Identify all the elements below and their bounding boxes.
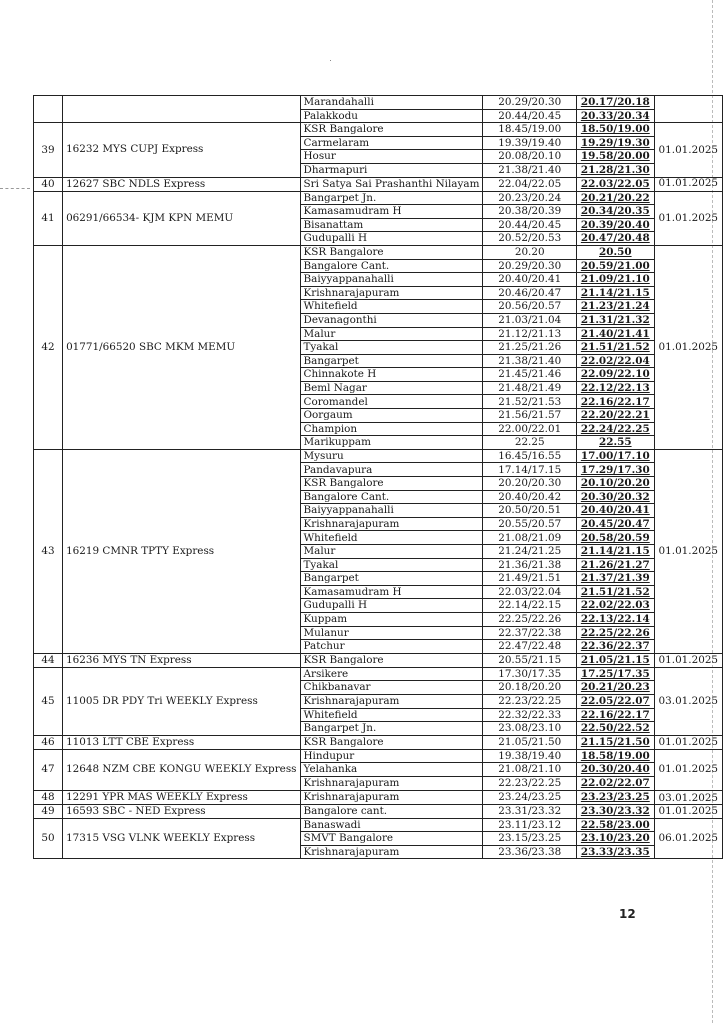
existing-timing-cell: 19.38/19.40 (483, 749, 577, 763)
revised-timing-cell: 22.20/22.21 (576, 409, 654, 423)
existing-timing-cell: 21.24/21.25 (483, 545, 577, 559)
station-cell: Banaswadi (300, 818, 483, 832)
existing-timing-cell: 20.08/20.10 (483, 150, 577, 164)
train-name-cell: 12291 YPR MAS WEEKLY Express (63, 790, 300, 804)
existing-timing-cell: 21.56/21.57 (483, 409, 577, 423)
revised-timing-cell: 22.58/23.00 (576, 818, 654, 832)
serial-number-cell (34, 96, 63, 123)
effective-date-cell: 01.01.2025 (654, 653, 722, 667)
train-name-cell: 11013 LTT CBE Express (63, 735, 300, 749)
existing-timing-cell: 20.56/20.57 (483, 300, 577, 314)
revised-timing-cell: 22.36/22.37 (576, 640, 654, 654)
station-cell: Bisanattam (300, 218, 483, 232)
existing-timing-cell: 22.23/22.25 (483, 694, 577, 708)
station-cell: Bangarpet (300, 354, 483, 368)
revised-timing-cell: 23.30/23.32 (576, 804, 654, 818)
station-cell: Krishnarajapuram (300, 845, 483, 859)
station-cell: Bangalore cant. (300, 804, 483, 818)
existing-timing-cell: 23.24/23.25 (483, 790, 577, 804)
existing-timing-cell: 21.49/21.51 (483, 572, 577, 586)
station-cell: Champion (300, 422, 483, 436)
existing-timing-cell: 21.05/21.50 (483, 735, 577, 749)
scan-margin-mark (0, 188, 30, 189)
existing-timing-cell: 20.55/21.15 (483, 653, 577, 667)
station-cell: Hindupur (300, 749, 483, 763)
effective-date-cell: 01.01.2025 (654, 449, 722, 653)
station-cell: Arsikere (300, 667, 483, 681)
existing-timing-cell: 20.20/20.30 (483, 477, 577, 491)
revised-timing-cell: 21.23/21.24 (576, 300, 654, 314)
existing-timing-cell: 21.38/21.40 (483, 354, 577, 368)
revised-timing-cell: 21.31/21.32 (576, 313, 654, 327)
scan-speck (330, 60, 331, 61)
revised-timing-cell: 20.21/20.22 (576, 191, 654, 205)
existing-timing-cell: 20.40/20.41 (483, 273, 577, 287)
revised-timing-cell: 21.14/21.15 (576, 545, 654, 559)
station-cell: Whitefield (300, 708, 483, 722)
table-row (34, 245, 723, 259)
revised-timing-cell: 21.51/21.52 (576, 341, 654, 355)
station-cell: KSR Bangalore (300, 245, 483, 259)
existing-timing-cell: 21.48/21.49 (483, 381, 577, 395)
timing-table-body (34, 96, 723, 859)
revised-timing-cell: 19.29/19.30 (576, 136, 654, 150)
table-row (34, 667, 723, 681)
revised-timing-cell: 23.23/23.25 (576, 790, 654, 804)
existing-timing-cell: 21.45/21.46 (483, 368, 577, 382)
serial-number-cell: 47 (34, 749, 63, 790)
station-cell: Coromandel (300, 395, 483, 409)
station-cell: Malur (300, 327, 483, 341)
train-name-cell: 06291/66534- KJM KPN MEMU (63, 191, 300, 245)
revised-timing-cell: 20.47/20.48 (576, 232, 654, 246)
revised-timing-cell: 21.28/21.30 (576, 163, 654, 177)
revised-timing-cell: 17.00/17.10 (576, 449, 654, 463)
revised-timing-cell: 22.16/22.17 (576, 395, 654, 409)
revised-timing-cell: 21.51/21.52 (576, 585, 654, 599)
station-cell: Krishnarajapuram (300, 694, 483, 708)
existing-timing-cell: 23.15/23.25 (483, 832, 577, 846)
revised-timing-cell: 21.09/21.10 (576, 273, 654, 287)
revised-timing-cell: 20.58/20.59 (576, 531, 654, 545)
station-cell: Kuppam (300, 612, 483, 626)
station-cell: Palakkodu (300, 109, 483, 123)
table-row (34, 818, 723, 832)
existing-timing-cell: 22.47/22.48 (483, 640, 577, 654)
station-cell: Oorgaum (300, 409, 483, 423)
serial-number-cell: 42 (34, 245, 63, 449)
revised-timing-cell: 22.16/22.17 (576, 708, 654, 722)
revised-timing-cell: 22.03/22.05 (576, 177, 654, 191)
existing-timing-cell: 20.29/20.30 (483, 259, 577, 273)
station-cell: SMVT Bangalore (300, 832, 483, 846)
train-name-cell: 12627 SBC NDLS Express (63, 177, 300, 191)
station-cell: Krishnarajapuram (300, 790, 483, 804)
existing-timing-cell: 23.11/23.12 (483, 818, 577, 832)
existing-timing-cell: 22.32/22.33 (483, 708, 577, 722)
revised-timing-cell: 20.50 (576, 245, 654, 259)
existing-timing-cell: 21.08/21.10 (483, 763, 577, 777)
train-name-cell: 17315 VSG VLNK WEEKLY Express (63, 818, 300, 859)
serial-number-cell: 50 (34, 818, 63, 859)
existing-timing-cell: 20.40/20.42 (483, 490, 577, 504)
station-cell: Kamasamudram H (300, 585, 483, 599)
revised-timing-cell: 21.14/21.15 (576, 286, 654, 300)
existing-timing-cell: 20.23/20.24 (483, 191, 577, 205)
table-row (34, 790, 723, 804)
effective-date-cell: 03.01.2025 (654, 667, 722, 735)
existing-timing-cell: 21.03/21.04 (483, 313, 577, 327)
revised-timing-cell: 20.45/20.47 (576, 517, 654, 531)
existing-timing-cell: 20.38/20.39 (483, 205, 577, 219)
station-cell: Krishnarajapuram (300, 517, 483, 531)
table-row (34, 735, 723, 749)
station-cell: Baiyyappanahalli (300, 504, 483, 518)
serial-number-cell: 43 (34, 449, 63, 653)
train-name-cell: 01771/66520 SBC MKM MEMU (63, 245, 300, 449)
station-cell: Tyakal (300, 341, 483, 355)
revised-timing-cell: 22.55 (576, 436, 654, 450)
revised-timing-cell: 18.50/19.00 (576, 123, 654, 137)
station-cell: Gudupalli H (300, 599, 483, 613)
station-cell: Pandavapura (300, 463, 483, 477)
revised-timing-cell: 22.09/22.10 (576, 368, 654, 382)
revised-timing-cell: 20.21/20.23 (576, 681, 654, 695)
existing-timing-cell: 20.20 (483, 245, 577, 259)
station-cell: Mulanur (300, 626, 483, 640)
existing-timing-cell: 16.45/16.55 (483, 449, 577, 463)
revised-timing-cell: 20.39/20.40 (576, 218, 654, 232)
train-name-cell: 16219 CMNR TPTY Express (63, 449, 300, 653)
station-cell: Carmelaram (300, 136, 483, 150)
station-cell: Bangarpet (300, 572, 483, 586)
revised-timing-cell: 21.05/21.15 (576, 653, 654, 667)
existing-timing-cell: 21.25/21.26 (483, 341, 577, 355)
effective-date-cell: 06.01.2025 (654, 818, 722, 859)
existing-timing-cell: 21.12/21.13 (483, 327, 577, 341)
revised-timing-cell: 22.24/22.25 (576, 422, 654, 436)
station-cell: Gudupalli H (300, 232, 483, 246)
existing-timing-cell: 17.30/17.35 (483, 667, 577, 681)
station-cell: Malur (300, 545, 483, 559)
existing-timing-cell: 17.14/17.15 (483, 463, 577, 477)
train-name-cell: 16593 SBC - NED Express (63, 804, 300, 818)
table-row (34, 123, 723, 137)
table-row (34, 804, 723, 818)
revised-timing-cell: 20.33/20.34 (576, 109, 654, 123)
serial-number-cell: 41 (34, 191, 63, 245)
revised-timing-cell: 22.05/22.07 (576, 694, 654, 708)
serial-number-cell: 48 (34, 790, 63, 804)
existing-timing-cell: 21.08/21.09 (483, 531, 577, 545)
existing-timing-cell: 22.23/22.25 (483, 776, 577, 790)
revised-timing-cell: 22.25/22.26 (576, 626, 654, 640)
revised-timing-cell: 18.58/19.00 (576, 749, 654, 763)
table-row (34, 177, 723, 191)
effective-date-cell: 03.01.2025 (654, 790, 722, 804)
existing-timing-cell: 20.52/20.53 (483, 232, 577, 246)
serial-number-cell: 45 (34, 667, 63, 735)
existing-timing-cell: 22.00/22.01 (483, 422, 577, 436)
station-cell: KSR Bangalore (300, 735, 483, 749)
revised-timing-cell: 20.30/20.40 (576, 763, 654, 777)
existing-timing-cell: 20.46/20.47 (483, 286, 577, 300)
existing-timing-cell: 20.29/20.30 (483, 96, 577, 110)
effective-date-cell: 01.01.2025 (654, 123, 722, 177)
serial-number-cell: 40 (34, 177, 63, 191)
station-cell: Whitefield (300, 300, 483, 314)
station-cell: KSR Bangalore (300, 123, 483, 137)
revised-timing-cell: 22.12/22.13 (576, 381, 654, 395)
station-cell: Bangalore Cant. (300, 259, 483, 273)
effective-date-cell: 01.01.2025 (654, 749, 722, 790)
existing-timing-cell: 23.31/23.32 (483, 804, 577, 818)
station-cell: Sri Satya Sai Prashanthi Nilayam (300, 177, 483, 191)
existing-timing-cell: 19.39/19.40 (483, 136, 577, 150)
existing-timing-cell: 20.44/20.45 (483, 109, 577, 123)
existing-timing-cell: 20.50/20.51 (483, 504, 577, 518)
table-row (34, 653, 723, 667)
effective-date-cell: 01.01.2025 (654, 245, 722, 449)
station-cell: Krishnarajapuram (300, 776, 483, 790)
existing-timing-cell: 23.08/23.10 (483, 722, 577, 736)
existing-timing-cell: 20.55/20.57 (483, 517, 577, 531)
effective-date-cell: 01.01.2025 (654, 735, 722, 749)
table-row (34, 96, 723, 110)
station-cell: KSR Bangalore (300, 653, 483, 667)
revised-timing-cell: 21.15/21.50 (576, 735, 654, 749)
revised-timing-cell: 22.02/22.07 (576, 776, 654, 790)
station-cell: Devanagonthi (300, 313, 483, 327)
table-row (34, 191, 723, 205)
revised-timing-cell: 19.58/20.00 (576, 150, 654, 164)
station-cell: Chikbanavar (300, 681, 483, 695)
station-cell: Whitefield (300, 531, 483, 545)
table-row (34, 449, 723, 463)
existing-timing-cell: 23.36/23.38 (483, 845, 577, 859)
serial-number-cell: 46 (34, 735, 63, 749)
effective-date-cell: 01.01.2025 (654, 191, 722, 245)
existing-timing-cell: 18.45/19.00 (483, 123, 577, 137)
station-cell: Mysuru (300, 449, 483, 463)
station-cell: Tyakal (300, 558, 483, 572)
revised-timing-cell: 20.40/20.41 (576, 504, 654, 518)
revised-timing-cell: 23.10/23.20 (576, 832, 654, 846)
effective-date-cell: 01.01.2025 (654, 804, 722, 818)
train-name-cell: 16232 MYS CUPJ Express (63, 123, 300, 177)
revised-timing-cell: 20.34/20.35 (576, 205, 654, 219)
existing-timing-cell: 22.25 (483, 436, 577, 450)
revised-timing-cell: 21.37/21.39 (576, 572, 654, 586)
station-cell: Beml Nagar (300, 381, 483, 395)
station-cell: Hosur (300, 150, 483, 164)
station-cell: Dharmapuri (300, 163, 483, 177)
station-cell: Marikuppam (300, 436, 483, 450)
revised-timing-cell: 22.13/22.14 (576, 612, 654, 626)
existing-timing-cell: 22.04/22.05 (483, 177, 577, 191)
effective-date-cell (654, 96, 722, 123)
revised-timing-cell: 20.17/20.18 (576, 96, 654, 110)
revised-timing-cell: 20.59/21.00 (576, 259, 654, 273)
existing-timing-cell: 22.03/22.04 (483, 585, 577, 599)
existing-timing-cell: 21.36/21.38 (483, 558, 577, 572)
station-cell: Kamasamudram H (300, 205, 483, 219)
station-cell: KSR Bangalore (300, 477, 483, 491)
revised-timing-cell: 20.30/20.32 (576, 490, 654, 504)
revised-timing-cell: 23.33/23.35 (576, 845, 654, 859)
existing-timing-cell: 21.38/21.40 (483, 163, 577, 177)
train-name-cell (63, 96, 300, 123)
station-cell: Marandahalli (300, 96, 483, 110)
effective-date-cell: 01.01.2025 (654, 177, 722, 191)
revised-timing-cell: 17.29/17.30 (576, 463, 654, 477)
station-cell: Baiyyappanahalli (300, 273, 483, 287)
existing-timing-cell: 22.37/22.38 (483, 626, 577, 640)
serial-number-cell: 49 (34, 804, 63, 818)
existing-timing-cell: 22.25/22.26 (483, 612, 577, 626)
revised-timing-cell: 21.26/21.27 (576, 558, 654, 572)
existing-timing-cell: 20.44/20.45 (483, 218, 577, 232)
station-cell: Bangarpet Jn. (300, 191, 483, 205)
station-cell: Patchur (300, 640, 483, 654)
train-name-cell: 11005 DR PDY Tri WEEKLY Express (63, 667, 300, 735)
revised-timing-cell: 20.10/20.20 (576, 477, 654, 491)
existing-timing-cell: 20.18/20.20 (483, 681, 577, 695)
revised-timing-cell: 22.50/22.52 (576, 722, 654, 736)
station-cell: Krishnarajapuram (300, 286, 483, 300)
table-row (34, 749, 723, 763)
train-timing-table (33, 95, 723, 859)
serial-number-cell: 44 (34, 653, 63, 667)
train-name-cell: 12648 NZM CBE KONGU WEEKLY Express (63, 749, 300, 790)
existing-timing-cell: 22.14/22.15 (483, 599, 577, 613)
revised-timing-cell: 22.02/22.04 (576, 354, 654, 368)
station-cell: Bangalore Cant. (300, 490, 483, 504)
page-number: 12 (619, 907, 636, 921)
train-name-cell: 16236 MYS TN Express (63, 653, 300, 667)
serial-number-cell: 39 (34, 123, 63, 177)
revised-timing-cell: 21.40/21.41 (576, 327, 654, 341)
station-cell: Bangarpet Jn. (300, 722, 483, 736)
station-cell: Yelahanka (300, 763, 483, 777)
revised-timing-cell: 17.25/17.35 (576, 667, 654, 681)
station-cell: Chinnakote H (300, 368, 483, 382)
existing-timing-cell: 21.52/21.53 (483, 395, 577, 409)
revised-timing-cell: 22.02/22.03 (576, 599, 654, 613)
